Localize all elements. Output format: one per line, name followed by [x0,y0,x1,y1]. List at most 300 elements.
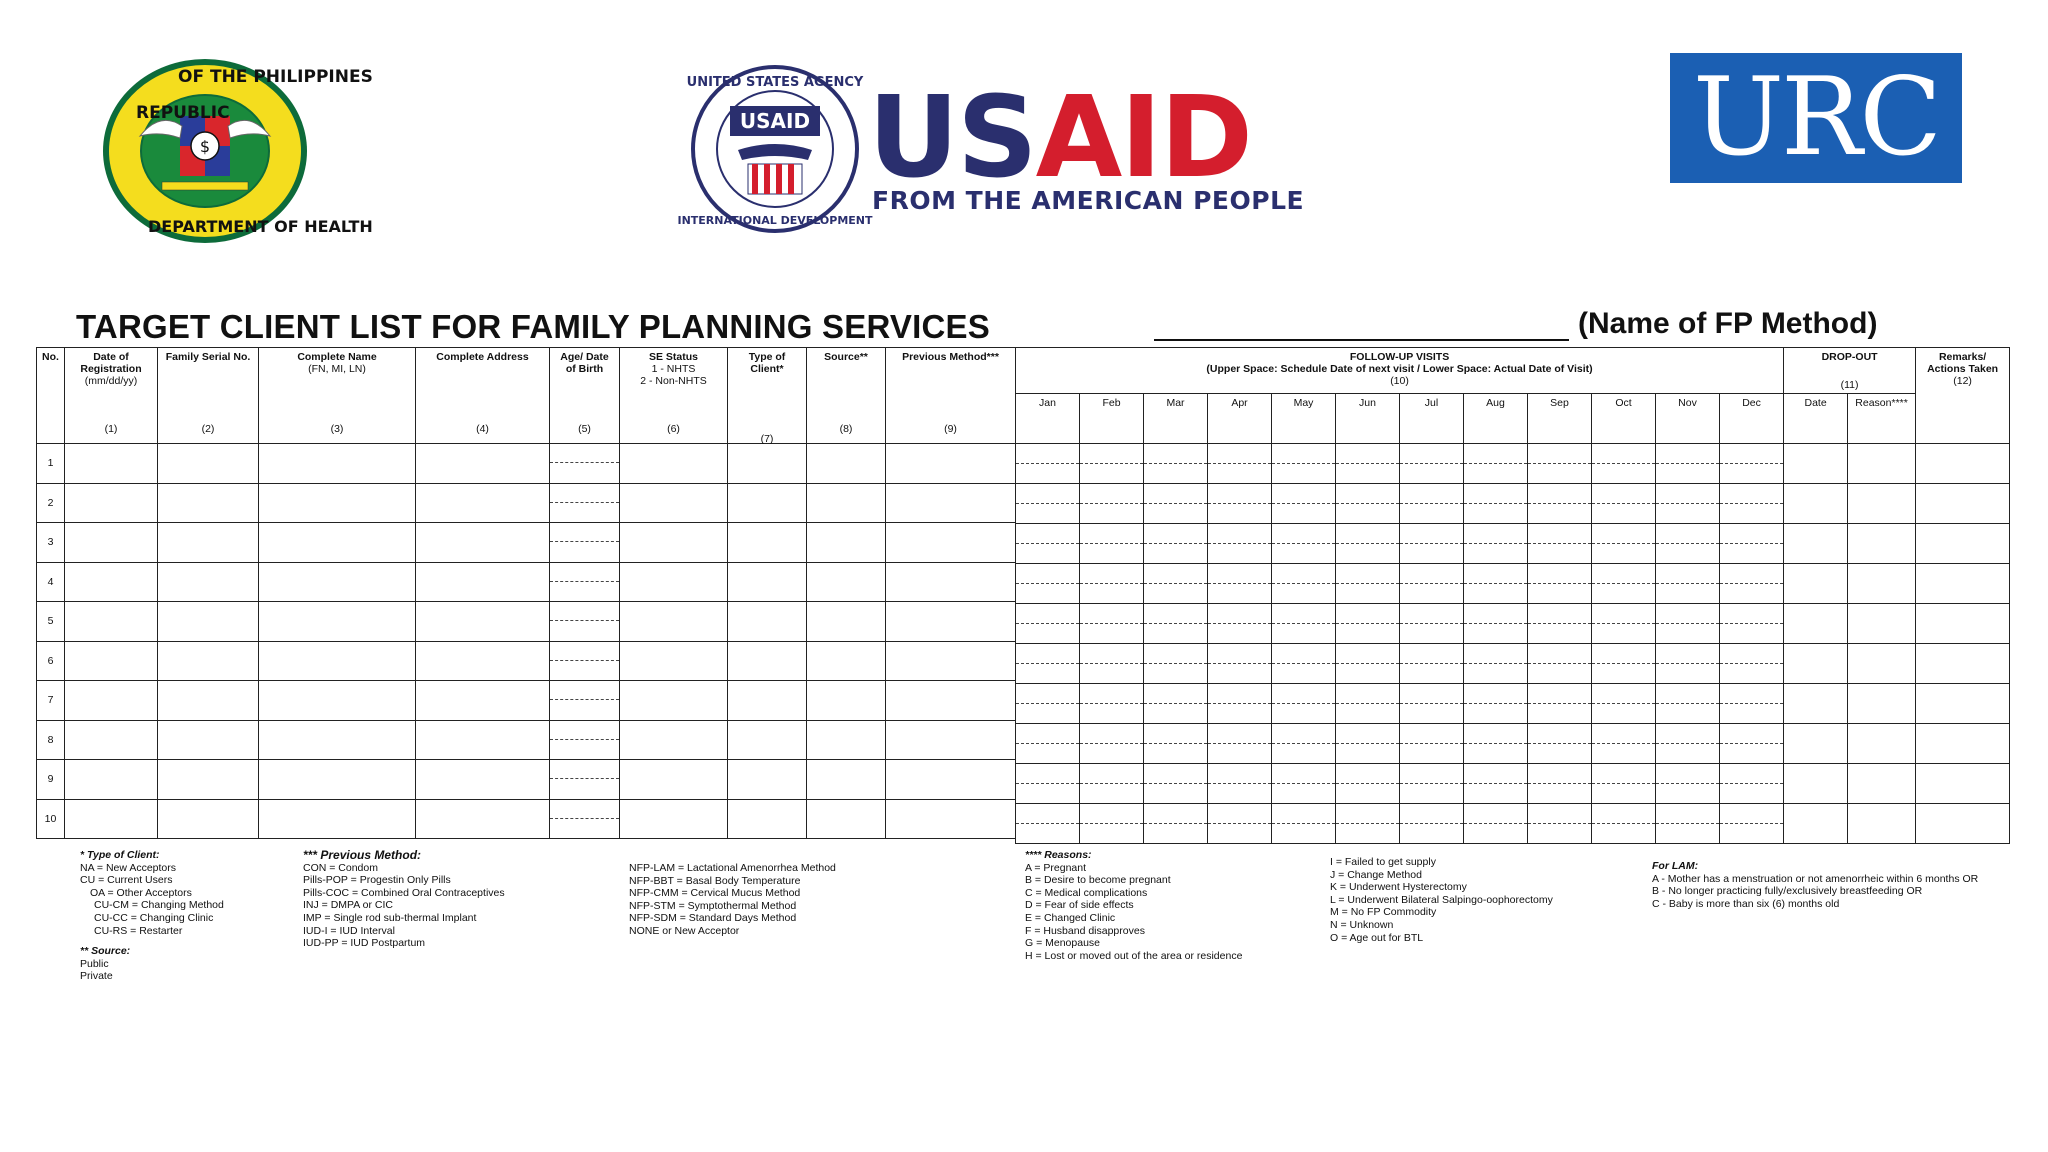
type-of-client-cell[interactable] [728,602,807,642]
visit-cell-oct[interactable] [1592,604,1656,644]
visit-cell-jun[interactable] [1336,564,1400,604]
urc-logo: URC [1670,53,1962,183]
visit-cell-nov[interactable] [1656,724,1720,764]
dropout-reason-cell[interactable] [1848,564,1916,604]
legend-item: H = Lost or moved out of the area or residence [1025,949,1243,962]
visit-cell-jul[interactable] [1400,564,1464,604]
col-header-source: Source** (8) [807,348,886,444]
dropout-date-cell[interactable] [1784,644,1848,684]
legend-item: K = Underwent Hysterectomy [1330,881,1467,894]
visit-cell-jul[interactable] [1400,764,1464,804]
source-cell[interactable] [807,444,886,484]
visit-cell-apr[interactable] [1208,604,1272,644]
visit-cell-dec[interactable] [1720,684,1784,724]
dropout-reason-header: Reason**** [1848,394,1916,444]
row-number: 9 [37,760,65,800]
visit-cell-aug[interactable] [1464,804,1528,844]
complete-address-cell[interactable] [416,602,550,642]
remarks-cell[interactable] [1916,604,2010,644]
month-header-jul: Jul [1400,394,1464,444]
visit-cell-feb[interactable] [1080,484,1144,524]
dropout-reason-cell[interactable] [1848,524,1916,564]
complete-address-cell[interactable] [416,760,550,800]
visit-cell-mar[interactable] [1144,484,1208,524]
visit-cell-apr[interactable] [1208,684,1272,724]
client-row [37,799,1016,839]
age-cell[interactable] [550,760,620,800]
family-serial-cell[interactable] [158,602,259,642]
visit-cell-sep[interactable] [1528,684,1592,724]
col-header-previous-method: Previous Method*** (9) [886,348,1016,444]
follow-up-row [1016,444,2010,484]
dropout-reason-cell[interactable] [1848,804,1916,844]
remarks-cell[interactable] [1916,484,2010,524]
visit-cell-apr[interactable] [1208,564,1272,604]
family-serial-cell[interactable] [158,523,259,563]
registration-date-cell[interactable] [65,681,158,721]
visit-cell-sep[interactable] [1528,724,1592,764]
visit-cell-oct[interactable] [1592,644,1656,684]
family-serial-cell[interactable] [158,483,259,523]
legend-item: L = Underwent Bilateral Salpingo-oophorectomy [1330,893,1553,906]
complete-address-cell[interactable] [416,720,550,760]
age-cell[interactable] [550,720,620,760]
visit-cell-apr[interactable] [1208,764,1272,804]
col-header-complete-name: Complete Name (FN, MI, LN) (3) [259,348,416,444]
visit-cell-dec[interactable] [1720,484,1784,524]
svg-text:$: $ [199,137,211,156]
remarks-cell[interactable] [1916,684,2010,724]
se-status-cell[interactable] [620,799,728,839]
legend-item: NFP-STM = Symptothermal Method [629,899,797,912]
visit-cell-may[interactable] [1272,804,1336,844]
type-of-client-cell[interactable] [728,444,807,484]
complete-address-cell[interactable] [416,444,550,484]
visit-cell-nov[interactable] [1656,804,1720,844]
visit-cell-nov[interactable] [1656,564,1720,604]
dropout-reason-cell[interactable] [1848,484,1916,524]
source-cell[interactable] [807,641,886,681]
visit-cell-jul[interactable] [1400,524,1464,564]
legend-item: A = Pregnant [1025,861,1087,874]
client-row [37,681,1016,721]
visit-cell-jan[interactable] [1016,564,1080,604]
previous-method-cell[interactable] [886,799,1016,839]
legend-item: B - No longer practicing fully/exclusively breastfeeding OR [1652,885,1923,898]
col-header-type-of-client: Type of Client* (7) [728,348,807,444]
visit-cell-sep[interactable] [1528,444,1592,484]
visit-cell-oct[interactable] [1592,564,1656,604]
type-of-client-cell[interactable] [728,760,807,800]
complete-name-cell[interactable] [259,760,416,800]
remarks-cell[interactable] [1916,724,2010,764]
visit-cell-mar[interactable] [1144,524,1208,564]
se-status-cell[interactable] [620,444,728,484]
visit-cell-nov[interactable] [1656,644,1720,684]
col-header-registration: Date of Registration (mm/dd/yy) (1) [65,348,158,444]
visit-cell-sep[interactable] [1528,484,1592,524]
month-header-feb: Feb [1080,394,1144,444]
family-serial-cell[interactable] [158,720,259,760]
visit-cell-oct[interactable] [1592,524,1656,564]
visit-cell-oct[interactable] [1592,804,1656,844]
se-status-cell[interactable] [620,602,728,642]
visit-cell-nov[interactable] [1656,524,1720,564]
legend-item: Pills-COC = Combined Oral Contraceptives [303,886,505,899]
legend-item: CON = Condom [303,861,378,874]
legend-item: I = Failed to get supply [1330,856,1436,868]
visit-cell-jan[interactable] [1016,724,1080,764]
type-of-client-cell[interactable] [728,523,807,563]
follow-up-row [1016,764,2010,804]
legend-item: IMP = Single rod sub-thermal Implant [303,911,477,924]
visit-cell-mar[interactable] [1144,644,1208,684]
visit-cell-jun[interactable] [1336,684,1400,724]
visit-cell-apr[interactable] [1208,724,1272,764]
visit-cell-sep[interactable] [1528,604,1592,644]
month-header-dec: Dec [1720,394,1784,444]
visit-cell-aug[interactable] [1464,604,1528,644]
legend-item: NFP-BBT = Basal Body Temperature [629,874,801,887]
source-cell[interactable] [807,523,886,563]
visit-cell-nov[interactable] [1656,764,1720,804]
remarks-cell[interactable] [1916,564,2010,604]
complete-name-cell[interactable] [259,562,416,602]
previous-method-cell[interactable] [886,602,1016,642]
complete-name-cell[interactable] [259,720,416,760]
visit-cell-nov[interactable] [1656,444,1720,484]
svg-text:USAID: USAID [739,109,811,133]
visit-cell-jun[interactable] [1336,524,1400,564]
visit-cell-dec[interactable] [1720,564,1784,604]
complete-name-cell[interactable] [259,444,416,484]
usaid-seal-logo [677,64,873,234]
visit-cell-may[interactable] [1272,484,1336,524]
client-row [37,523,1016,563]
col-header-follow-up-visits: FOLLOW-UP VISITS (Upper Space: Schedule Date of next visit / Lower Space: Actual Date of Visit) (10) [1016,348,1784,394]
visit-cell-may[interactable] [1272,644,1336,684]
visit-cell-jul[interactable] [1400,804,1464,844]
visit-cell-may[interactable] [1272,444,1336,484]
remarks-cell[interactable] [1916,644,2010,684]
reasons-legend-continued [1330,856,1553,944]
age-cell[interactable] [550,799,620,839]
fp-method-blank-line[interactable] [1154,339,1569,341]
age-cell[interactable] [550,641,620,681]
visit-cell-aug[interactable] [1464,724,1528,764]
visit-cell-dec[interactable] [1720,764,1784,804]
source-cell[interactable] [807,799,886,839]
visit-cell-nov[interactable] [1656,684,1720,724]
visit-cell-jan[interactable] [1016,604,1080,644]
legend-item: D = Fear of side effects [1025,899,1134,912]
legend-item: N = Unknown [1330,918,1394,931]
age-cell[interactable] [550,681,620,721]
family-serial-cell[interactable] [158,562,259,602]
complete-name-cell[interactable] [259,483,416,523]
visit-cell-sep[interactable] [1528,644,1592,684]
complete-address-cell[interactable] [416,562,550,602]
visit-cell-mar[interactable] [1144,684,1208,724]
usaid-wordmark: USAID [868,73,1251,203]
registration-date-cell[interactable] [65,483,158,523]
visit-cell-jan[interactable] [1016,644,1080,684]
visit-cell-aug[interactable] [1464,564,1528,604]
visit-cell-may[interactable] [1272,684,1336,724]
age-cell[interactable] [550,562,620,602]
previous-method-legend: *** Previous Method: CON = Condom Pills-POP = Progestin Only Pills Pills-COC = Combined Oral Contraceptives INJ = DMPA or CIC IMP = Single rod sub-thermal Implant IUD-I = IUD Interval IUD-PP = IUD Postpartum [303,848,505,950]
remarks-cell[interactable] [1916,444,2010,484]
age-cell[interactable] [550,602,620,642]
legend-item: A - Mother has a menstruation or not amenorrheic within 6 months OR [1652,872,1979,885]
visit-cell-dec[interactable] [1720,644,1784,684]
doh-seal-logo [100,56,373,246]
complete-name-cell[interactable] [259,799,416,839]
dropout-reason-cell[interactable] [1848,724,1916,764]
visit-cell-aug[interactable] [1464,444,1528,484]
visit-cell-dec[interactable] [1720,604,1784,644]
family-serial-cell[interactable] [158,681,259,721]
registration-date-cell[interactable] [65,602,158,642]
visit-cell-nov[interactable] [1656,484,1720,524]
visit-cell-may[interactable] [1272,764,1336,804]
visit-cell-dec[interactable] [1720,724,1784,764]
complete-name-cell[interactable] [259,523,416,563]
visit-cell-feb[interactable] [1080,524,1144,564]
visit-cell-apr[interactable] [1208,524,1272,564]
remarks-cell[interactable] [1916,764,2010,804]
visit-cell-oct[interactable] [1592,444,1656,484]
dropout-date-header: Date [1784,394,1848,444]
row-number: 3 [37,523,65,563]
visit-cell-jun[interactable] [1336,724,1400,764]
visit-cell-nov[interactable] [1656,604,1720,644]
complete-address-cell[interactable] [416,799,550,839]
visit-cell-jul[interactable] [1400,604,1464,644]
registration-date-cell[interactable] [65,562,158,602]
visit-cell-jun[interactable] [1336,764,1400,804]
family-serial-cell[interactable] [158,641,259,681]
client-row [37,483,1016,523]
fp-method-label: (Name of FP Method) [1578,307,1878,340]
dropout-date-cell[interactable] [1784,684,1848,724]
se-status-cell[interactable] [620,681,728,721]
visit-cell-apr[interactable] [1208,444,1272,484]
se-status-cell[interactable] [620,562,728,602]
registration-date-cell[interactable] [65,641,158,681]
dropout-date-cell[interactable] [1784,524,1848,564]
dropout-date-cell[interactable] [1784,564,1848,604]
legend-item: G = Menopause [1025,937,1101,950]
age-cell[interactable] [550,483,620,523]
visit-cell-mar[interactable] [1144,804,1208,844]
age-cell[interactable] [550,444,620,484]
source-cell[interactable] [807,681,886,721]
se-status-cell[interactable] [620,483,728,523]
source-cell[interactable] [807,602,886,642]
visit-cell-mar[interactable] [1144,604,1208,644]
visit-cell-feb[interactable] [1080,564,1144,604]
dropout-date-cell[interactable] [1784,484,1848,524]
page-title: TARGET CLIENT LIST FOR FAMILY PLANNING SERVICES [76,308,990,345]
visit-cell-jan[interactable] [1016,804,1080,844]
visit-cell-feb[interactable] [1080,764,1144,804]
visit-cell-jul[interactable] [1400,484,1464,524]
client-info-table [36,347,1016,839]
visit-cell-oct[interactable] [1592,484,1656,524]
complete-address-cell[interactable] [416,483,550,523]
visit-cell-feb[interactable] [1080,804,1144,844]
source-cell[interactable] [807,760,886,800]
dropout-date-cell[interactable] [1784,444,1848,484]
visit-cell-sep[interactable] [1528,804,1592,844]
visit-cell-oct[interactable] [1592,724,1656,764]
dropout-date-cell[interactable] [1784,724,1848,764]
dropout-date-cell[interactable] [1784,804,1848,844]
visit-cell-may[interactable] [1272,564,1336,604]
legend-item: M = No FP Commodity [1330,906,1437,919]
previous-method-cell[interactable] [886,760,1016,800]
remarks-cell[interactable] [1916,804,2010,844]
type-of-client-cell[interactable] [728,799,807,839]
visit-cell-dec[interactable] [1720,444,1784,484]
visit-cell-may[interactable] [1272,724,1336,764]
source-cell[interactable] [807,483,886,523]
source-cell[interactable] [807,720,886,760]
dropout-date-cell[interactable] [1784,604,1848,644]
complete-name-cell[interactable] [259,681,416,721]
complete-address-cell[interactable] [416,523,550,563]
visit-cell-jun[interactable] [1336,484,1400,524]
svg-text:DEPARTMENT OF HEALTH: DEPARTMENT OF HEALTH [148,217,373,236]
registration-date-cell[interactable] [65,760,158,800]
svg-text:INTERNATIONAL DEVELOPMENT: INTERNATIONAL DEVELOPMENT [677,214,873,227]
visit-cell-mar[interactable] [1144,444,1208,484]
visit-cell-feb[interactable] [1080,604,1144,644]
visit-cell-oct[interactable] [1592,684,1656,724]
visit-cell-sep[interactable] [1528,564,1592,604]
visit-cell-may[interactable] [1272,524,1336,564]
visit-cell-jun[interactable] [1336,804,1400,844]
visit-cell-aug[interactable] [1464,484,1528,524]
client-row [37,602,1016,642]
dropout-reason-cell[interactable] [1848,764,1916,804]
col-header-remarks: Remarks/ Actions Taken (12) [1916,348,2010,444]
type-of-client-cell[interactable] [728,681,807,721]
complete-address-cell[interactable] [416,641,550,681]
previous-method-cell[interactable] [886,523,1016,563]
remarks-cell[interactable] [1916,524,2010,564]
dropout-reason-cell[interactable] [1848,684,1916,724]
visit-cell-jan[interactable] [1016,444,1080,484]
registration-date-cell[interactable] [65,799,158,839]
legend-item: C = Medical complications [1025,886,1148,899]
visit-cell-jul[interactable] [1400,684,1464,724]
visit-cell-oct[interactable] [1592,764,1656,804]
registration-date-cell[interactable] [65,720,158,760]
visit-cell-aug[interactable] [1464,524,1528,564]
visit-cell-dec[interactable] [1720,524,1784,564]
dropout-date-cell[interactable] [1784,764,1848,804]
previous-method-cell[interactable] [886,641,1016,681]
visit-cell-feb[interactable] [1080,644,1144,684]
month-header-aug: Aug [1464,394,1528,444]
source-cell[interactable] [807,562,886,602]
visit-cell-apr[interactable] [1208,804,1272,844]
dropout-reason-cell[interactable] [1848,644,1916,684]
visit-cell-feb[interactable] [1080,444,1144,484]
visit-cell-jan[interactable] [1016,524,1080,564]
visit-cell-apr[interactable] [1208,644,1272,684]
type-of-client-cell[interactable] [728,641,807,681]
previous-method-cell[interactable] [886,483,1016,523]
visit-cell-mar[interactable] [1144,564,1208,604]
previous-method-cell[interactable] [886,444,1016,484]
visit-cell-aug[interactable] [1464,644,1528,684]
family-serial-cell[interactable] [158,760,259,800]
visit-cell-sep[interactable] [1528,764,1592,804]
visit-cell-feb[interactable] [1080,684,1144,724]
visit-cell-jan[interactable] [1016,484,1080,524]
visit-cell-jul[interactable] [1400,644,1464,684]
dropout-reason-cell[interactable] [1848,444,1916,484]
legend-item: F = Husband disapproves [1025,924,1145,937]
se-status-cell[interactable] [620,523,728,563]
previous-method-cell[interactable] [886,562,1016,602]
visit-cell-jul[interactable] [1400,724,1464,764]
se-status-cell[interactable] [620,760,728,800]
type-of-client-cell[interactable] [728,720,807,760]
se-status-cell[interactable] [620,720,728,760]
visit-cell-aug[interactable] [1464,684,1528,724]
registration-date-cell[interactable] [65,444,158,484]
family-serial-cell[interactable] [158,444,259,484]
visit-cell-apr[interactable] [1208,484,1272,524]
legend-item: O = Age out for BTL [1330,931,1424,944]
age-cell[interactable] [550,523,620,563]
visit-cell-aug[interactable] [1464,764,1528,804]
previous-method-cell[interactable] [886,681,1016,721]
se-status-cell[interactable] [620,641,728,681]
type-of-client-cell[interactable] [728,562,807,602]
family-serial-cell[interactable] [158,799,259,839]
registration-date-cell[interactable] [65,523,158,563]
type-of-client-cell[interactable] [728,483,807,523]
visit-cell-jul[interactable] [1400,444,1464,484]
complete-address-cell[interactable] [416,681,550,721]
visit-cell-jun[interactable] [1336,604,1400,644]
visit-cell-sep[interactable] [1528,524,1592,564]
visit-cell-jan[interactable] [1016,684,1080,724]
dropout-reason-cell[interactable] [1848,604,1916,644]
complete-name-cell[interactable] [259,602,416,642]
month-header-apr: Apr [1208,394,1272,444]
visit-cell-jan[interactable] [1016,764,1080,804]
complete-name-cell[interactable] [259,641,416,681]
row-number: 6 [37,641,65,681]
visit-cell-feb[interactable] [1080,724,1144,764]
visit-cell-jun[interactable] [1336,444,1400,484]
legend-item: B = Desire to become pregnant [1025,874,1171,887]
visit-cell-mar[interactable] [1144,764,1208,804]
previous-method-cell[interactable] [886,720,1016,760]
visit-cell-may[interactable] [1272,604,1336,644]
visit-cell-jun[interactable] [1336,644,1400,684]
visit-cell-mar[interactable] [1144,724,1208,764]
visit-cell-dec[interactable] [1720,804,1784,844]
lam-legend: For LAM: A - Mother has a menstruation or not amenorrheic within 6 months OR B - No longer practicing fully/exclusively breastfeeding OR C - Baby is more than six (6) months old [1652,860,1979,910]
row-number: 7 [37,681,65,721]
